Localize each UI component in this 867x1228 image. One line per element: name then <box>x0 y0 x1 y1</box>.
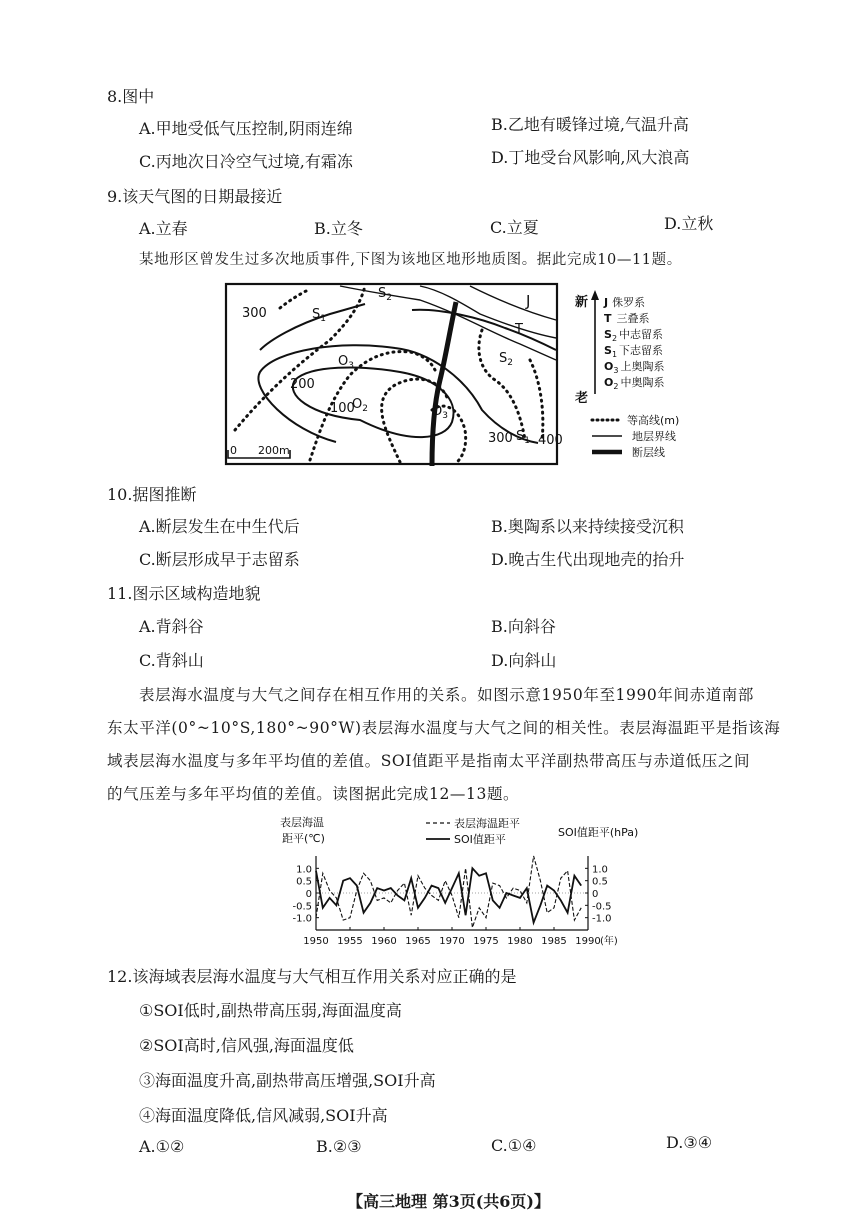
q10-option-c: C.断层形成早于志留系 <box>139 550 300 569</box>
x-tick-label: 1965 <box>405 936 431 947</box>
q11-stem: 11.图示区域构造地貌 <box>107 584 261 603</box>
y-left-tick-label: -1.0 <box>292 913 312 925</box>
stratum-label-o2: $O_2$ <box>352 397 368 414</box>
svg-text:S2中志留系: $S_2$ 中志留系 <box>604 328 664 343</box>
legend-arrow-head-icon <box>591 290 599 300</box>
contour-label-400: 400 <box>538 433 563 448</box>
svg-text:0: 0 <box>230 444 237 457</box>
q11-option-d: D.向斜山 <box>491 651 557 670</box>
legend-strata-list <box>603 295 664 391</box>
q11-option-b: B.向斜谷 <box>491 617 556 636</box>
stratum-label-s2-right: $S_2$ <box>499 351 513 368</box>
chart-ylabel-right: SOI值距平(hPa) <box>558 826 639 839</box>
map-legend <box>574 290 679 459</box>
legend-soi-label: SOI值距平 <box>454 833 506 846</box>
q8-option-b: B.乙地有暖锋过境,气温升高 <box>491 115 689 134</box>
q9-option-a: A.立春 <box>139 219 188 238</box>
legend-old: 老 <box>575 391 589 406</box>
contour-100 <box>293 367 454 437</box>
y-left-tick-label: -0.5 <box>292 901 312 913</box>
q12-stem: 12.该海域表层海水温度与大气相互作用关系对应正确的是 <box>107 967 517 986</box>
boundary-6 <box>479 330 525 440</box>
contour-lines <box>258 304 556 443</box>
contour-label-300-top: 300 <box>242 306 267 321</box>
q12-option-d: D.③④ <box>666 1133 713 1152</box>
q8-stem: 8.图中 <box>107 87 155 106</box>
scale-bar <box>228 444 290 458</box>
x-unit-label: (年) <box>600 936 618 947</box>
q9-stem: 9.该天气图的日期最接近 <box>107 187 283 206</box>
x-tick-label: 1980 <box>507 936 533 947</box>
stratum-label-s2-top: $S_2$ <box>378 286 392 303</box>
q12-statement-3: ③海面温度升高,副热带高压增强,SOI升高 <box>139 1071 436 1090</box>
q8-option-a: A.甲地受低气压控制,阴雨连绵 <box>139 119 353 138</box>
q12-option-a: A.①② <box>139 1137 185 1156</box>
svg-text:T三叠系: T 三叠系 <box>604 312 650 325</box>
q9-option-d: D.立秋 <box>664 214 714 233</box>
legend-boundary-label: 地层界线 <box>632 430 676 443</box>
boundary-1 <box>280 290 308 308</box>
q10-option-a: A.断层发生在中生代后 <box>139 517 300 536</box>
q11-option-c: C.背斜山 <box>139 651 204 670</box>
intro-12-13-line-3: 域表层海水温度与多年平均值的差值。SOI值距平是指南太平洋副热带高压与赤道低压之间 <box>107 752 751 770</box>
x-tick-label: 1990 <box>575 936 601 947</box>
y-right-tick-label: 0 <box>592 889 599 900</box>
q10-option-b: B.奥陶系以来持续接受沉积 <box>491 517 684 536</box>
svg-text:O2中奥陶系: $O_2$ 中奥陶系 <box>604 376 665 391</box>
y-left-tick-label: 0.5 <box>296 876 312 888</box>
q11-option-a: A.背斜谷 <box>139 617 204 636</box>
intro-12-13-line-1: 表层海水温度与大气之间存在相互作用的关系。如图示意1950年至1990年间赤道南部 <box>139 686 754 704</box>
y-right-tick-label: 1.0 <box>592 864 608 876</box>
stratum-label-s1-top: $S_1$ <box>312 307 326 324</box>
geologic-map-figure <box>220 280 690 470</box>
sst-soi-line-chart <box>270 812 680 952</box>
q10-stem: 10.据图推断 <box>107 485 197 504</box>
x-tick-label: 1960 <box>371 936 397 947</box>
svg-text:O3上奥陶系: $O_3$ 上奥陶系 <box>604 360 665 375</box>
contour-label-100: 100 <box>330 401 355 416</box>
svg-text:J侏罗系: J 侏罗系 <box>604 296 646 309</box>
stratum-label-o3-left: $O_3$ <box>338 354 354 371</box>
y-right-tick-label: -0.5 <box>592 901 612 913</box>
q12-statement-1: ①SOI低时,副热带高压弱,海面温度高 <box>139 1001 402 1020</box>
boundary-7 <box>530 360 543 440</box>
stratum-label-t: T <box>515 322 523 337</box>
q12-option-b: B.②③ <box>316 1137 362 1156</box>
chart-ylabel-left-2: 距平(℃) <box>282 832 325 845</box>
contour-label-300-bottom: 300 <box>488 431 513 446</box>
q9-option-c: C.立夏 <box>490 218 539 237</box>
y-left-tick-label: 1.0 <box>296 864 312 876</box>
chart-ylabel-left-1: 表层海温 <box>280 816 324 829</box>
q9-option-b: B.立冬 <box>314 219 363 238</box>
q10-option-d: D.晚古生代出现地壳的抬升 <box>491 550 685 569</box>
legend-fault-label: 断层线 <box>632 446 665 459</box>
y-right-tick-label: 0.5 <box>592 876 608 888</box>
q12-option-c: C.①④ <box>491 1136 537 1155</box>
intro-12-13-line-2: 东太平洋(0°~10°S,180°~90°W)表层海水温度与大气之间的相关性。表层海温距平是指该海 <box>107 719 781 737</box>
stratum-label-s1-bottom: $S_1$ <box>516 429 530 446</box>
q8-option-d: D.丁地受台风影响,风大浪高 <box>491 148 690 167</box>
legend-contour-label: 等高线(m) <box>627 414 680 427</box>
intro-10-11: 某地形区曾发生过多次地质事件,下图为该地区地形地质图。据此完成10—11题。 <box>139 252 682 268</box>
q8-option-c: C.丙地次日冷空气过境,有霜冻 <box>139 152 353 171</box>
stratum-label-o3-right: $O_3$ <box>432 404 448 421</box>
x-tick-label: 1950 <box>303 936 329 947</box>
legend-sst-label: 表层海温距平 <box>454 817 520 830</box>
q12-statement-4: ④海面温度降低,信风减弱,SOI升高 <box>139 1106 388 1125</box>
x-tick-label: 1975 <box>473 936 499 947</box>
svg-text:200m: 200m <box>258 444 290 457</box>
legend-new: 新 <box>575 295 589 310</box>
x-tick-label: 1955 <box>337 936 363 947</box>
q12-statement-2: ②SOI高时,信风强,海面温度低 <box>139 1036 354 1055</box>
x-tick-label: 1970 <box>439 936 465 947</box>
stratum-label-j: J <box>526 292 531 310</box>
y-left-tick-label: 0 <box>305 889 312 900</box>
svg-text:S1下志留系: $S_1$ 下志留系 <box>604 344 664 359</box>
contour-label-200: 200 <box>290 377 315 392</box>
contour-200 <box>258 345 538 443</box>
y-right-tick-label: -1.0 <box>592 913 612 925</box>
intro-12-13-line-4: 的气压差与多年平均值的差值。读图据此完成12—13题。 <box>107 785 520 803</box>
series-sst-anomaly-line <box>316 856 581 928</box>
x-tick-label: 1985 <box>541 936 567 947</box>
page-footer: 【高三地理 第3页(共6页)】 <box>347 1192 550 1211</box>
